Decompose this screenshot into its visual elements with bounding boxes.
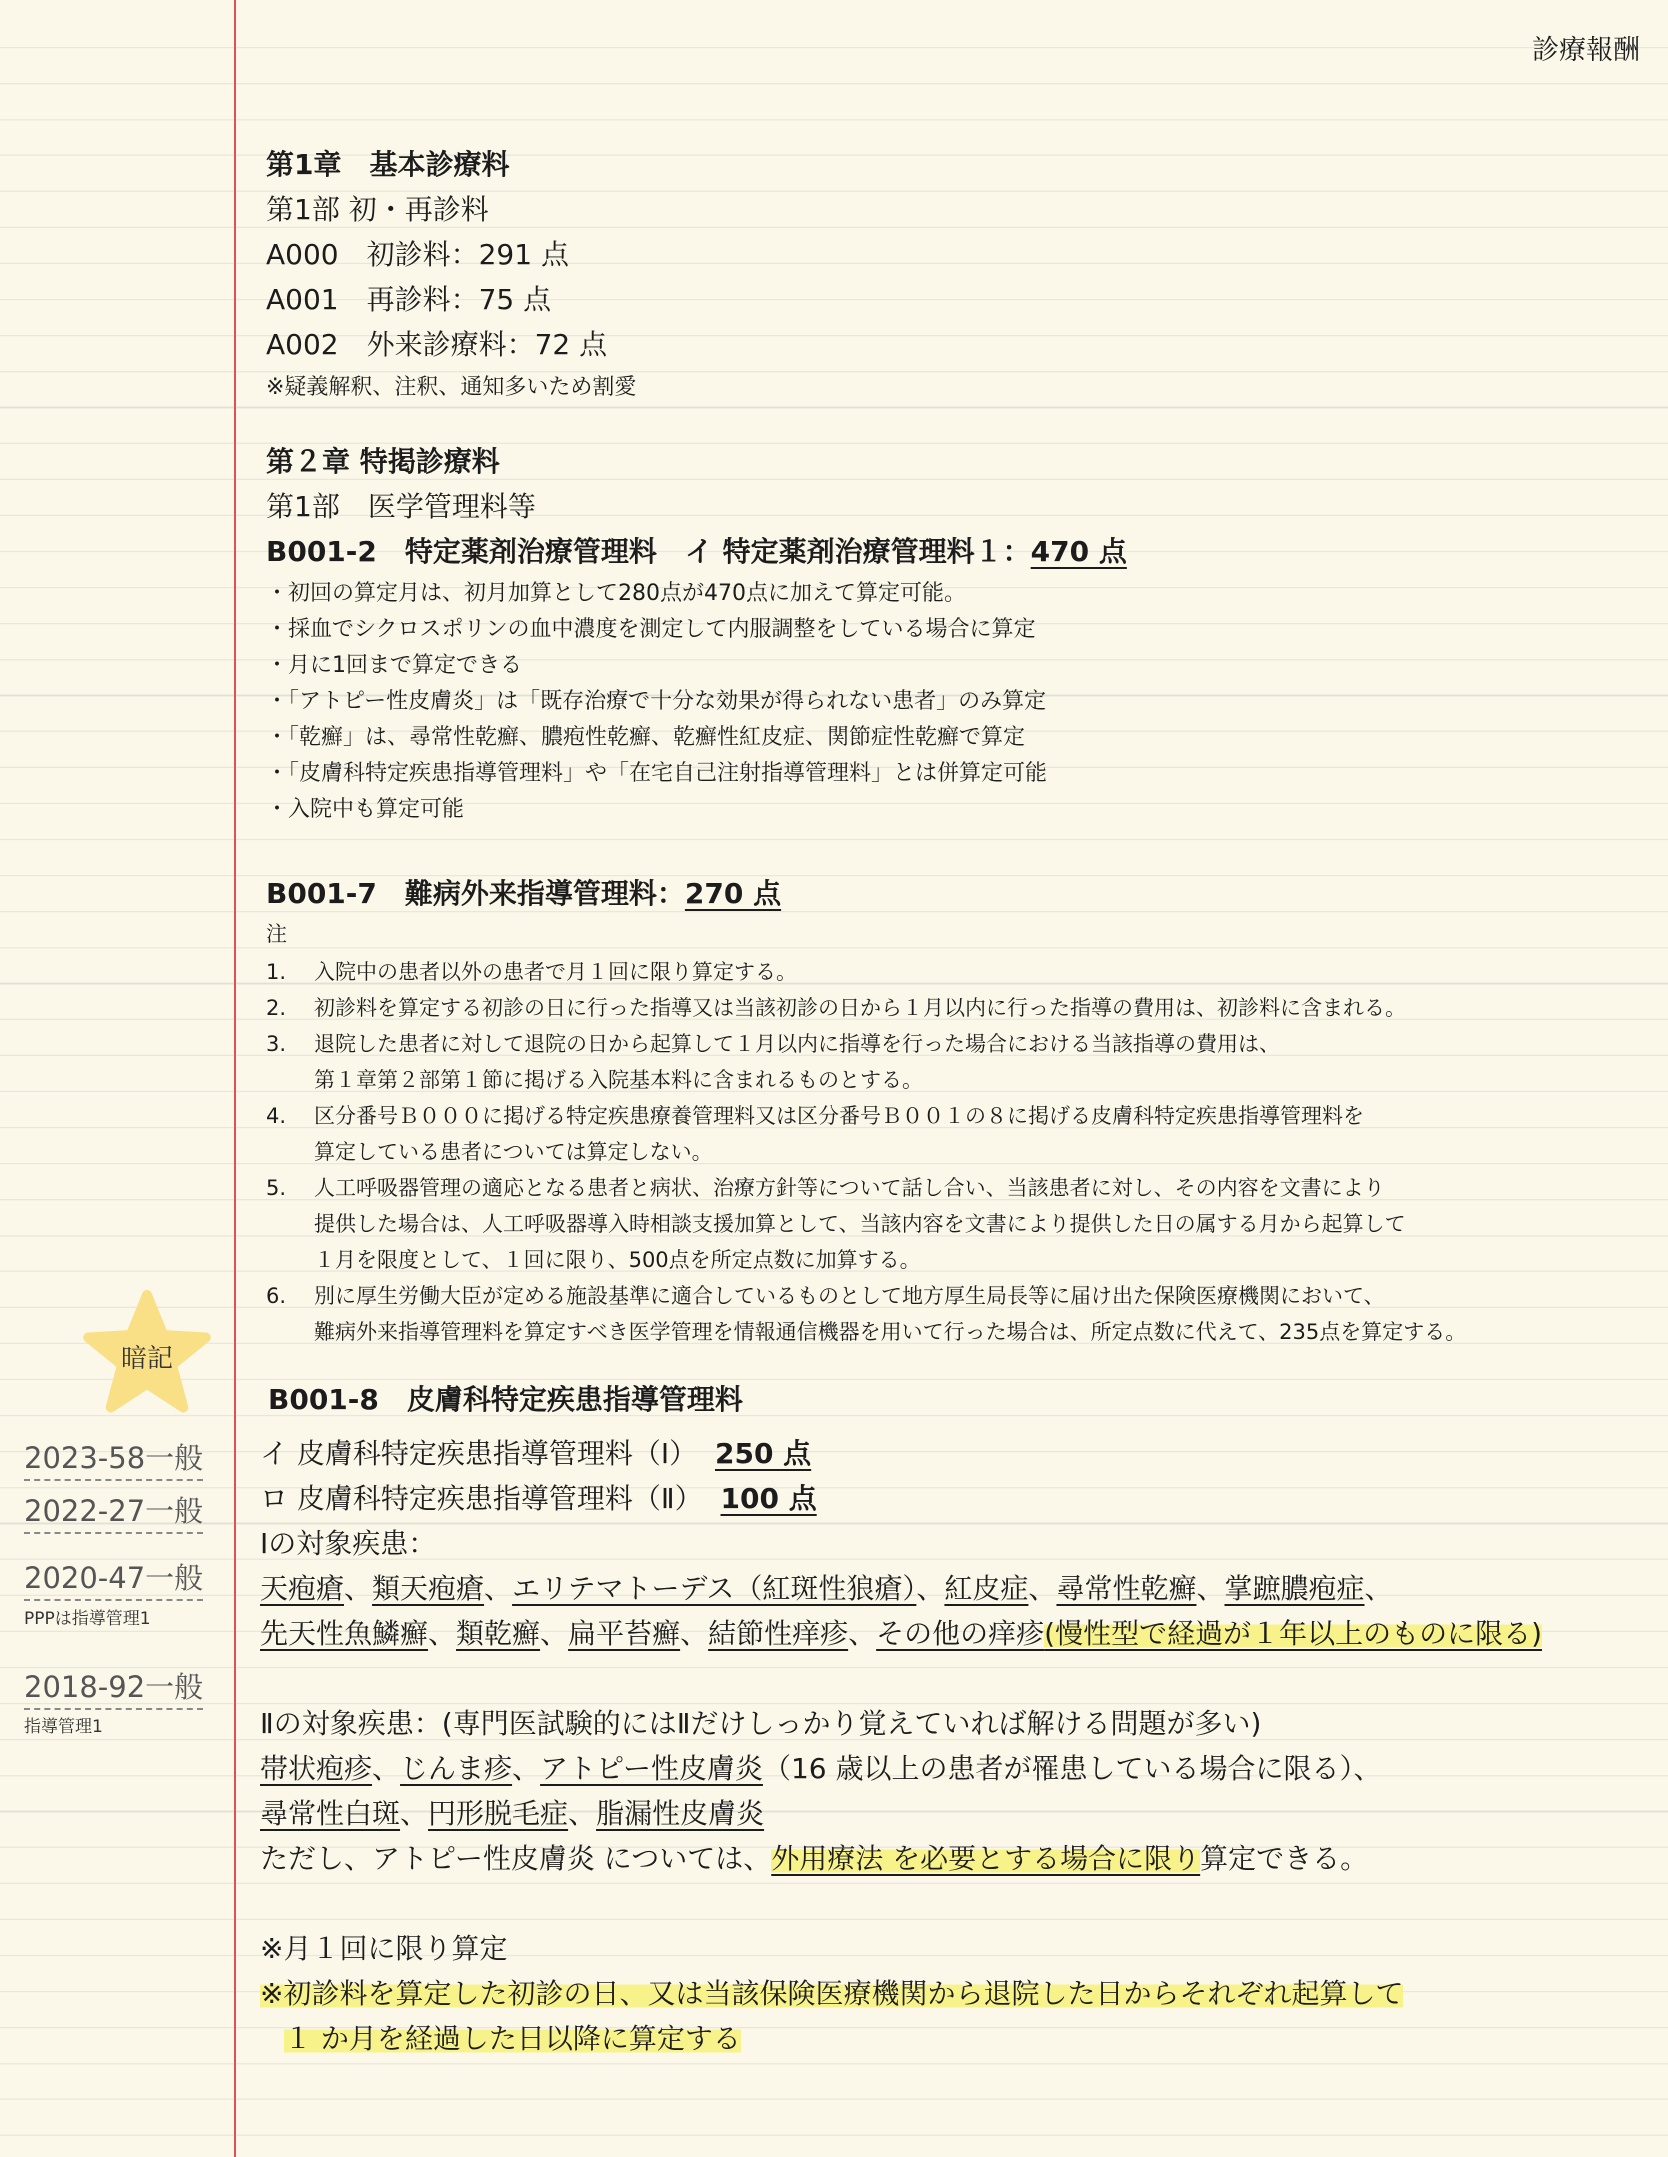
chapter1-note: ※疑義解釈、注釈、通知多いため割愛 — [266, 375, 637, 400]
list-item: ・「アトピー性皮膚炎」は「既存治療で十分な効果が得られない患者」のみ算定 — [266, 689, 1047, 714]
b001-7-note-label: 注 — [266, 922, 287, 946]
b001-7-points: 270 点 — [684, 877, 782, 910]
topical-therapy-highlight: 外用療法 を必要とする場合に限り — [771, 1842, 1201, 1875]
exam-note-2018: 指導管理1 — [24, 1717, 103, 1737]
target2-row1: 帯状疱疹、じんま疹、アトピー性皮膚炎（16 歳以上の患者が罹患している場合に限る）、 — [260, 1752, 1382, 1785]
list-item: 2. 初診料を算定する初診の日に行った指導又は当該初診の日から１月以内に行った指導の費用は、初診料に含まれる。 — [266, 996, 1406, 1020]
notebook-margin-line — [234, 0, 236, 2157]
chapter2-part: 第1部 医学管理料等 — [266, 490, 536, 523]
final-note-line2: １ か月を経過した日以降に算定する — [284, 2022, 741, 2055]
chapter1-part: 第1部 初・再診料 — [266, 193, 489, 226]
b001-2-bullets — [266, 576, 1047, 828]
b001-2-points: 470 点 — [1030, 535, 1127, 568]
b001-8-item-i: イ 皮膚科特定疾患指導管理料（Ⅰ） 250 点 — [260, 1437, 812, 1470]
b001-8-points-i: 250 点 — [714, 1437, 812, 1470]
list-item: ・月に1回まで算定できる — [266, 653, 522, 678]
target1-row1: 天疱瘡、類天疱瘡、エリテマトーデス（紅斑性狼瘡）、紅皮症、尋常性乾癬、掌蹠膿疱症、 — [260, 1572, 1393, 1605]
atopy-condition: ただし、アトピー性皮膚炎 については、外用療法 を必要とする場合に限り算定できる。 — [260, 1842, 1369, 1875]
b001-7-notes — [266, 954, 1466, 1350]
chapter1-title: 第1章 基本診療料 — [266, 148, 510, 181]
target2-label: Ⅱの対象疾患：(専門医試験的にはⅡだけしっかり覚えていれば解ける問題が多い) — [260, 1707, 1262, 1740]
fee-a000: A000 初診料：291 点 — [266, 238, 569, 271]
exam-ref-2020: 2020-47一般 — [24, 1556, 203, 1601]
list-item: ・「乾癬」は、尋常性乾癬、膿疱性乾癬、乾癬性紅皮症、関節症性乾癬で算定 — [266, 725, 1026, 750]
chapter2-title: 第２章 特掲診療料 — [266, 445, 500, 478]
b001-8-heading: B001-8 皮膚科特定疾患指導管理料 — [268, 1383, 743, 1416]
target2-row2: 尋常性白斑、円形脱毛症、脂漏性皮膚炎 — [260, 1797, 765, 1830]
exam-ref-2023: 2023-58一般 — [24, 1436, 203, 1481]
fee-a001: A001 再診料：75 点 — [266, 283, 552, 316]
b001-8-item-ro: ロ 皮膚科特定疾患指導管理料（Ⅱ） 100 点 — [260, 1482, 817, 1515]
list-item: 1. 入院中の患者以外の患者で月１回に限り算定する。 — [266, 960, 797, 984]
b001-8-points-ro: 100 点 — [720, 1482, 817, 1515]
chronic-highlight: (慢性型で経過が１年以上のものに限る) — [1044, 1617, 1542, 1650]
b001-7-heading: B001-7 難病外来指導管理料：270 点 — [266, 877, 782, 910]
list-item: 6. 別に厚生労働大臣が定める施設基準に適合しているものとして地方厚生局長等に届け出た保険医療機関において、 難病外来指導管理料を算定すべき医学管理を情報通信機器を用いて行った場合は、所定点数に代えて、235点を算定する。 — [266, 1284, 1467, 1344]
list-item: 3. 退院した患者に対して退院の日から起算して１月以内に指導を行った場合における当該指導の費用は、 第１章第２部第１節に掲げる入院基本料に含まれるものとする。 — [266, 1032, 1280, 1092]
page-label: 診療報酬 — [1532, 35, 1640, 66]
list-item: 4. 区分番号Ｂ０００に掲げる特定疾患療養管理料又は区分番号Ｂ００１の８に掲げる皮膚科特定疾患指導管理料を 算定している患者については算定しない。 — [266, 1104, 1364, 1164]
target1-row2: 先天性魚鱗癬、類乾癬、扁平苔癬、結節性痒疹、その他の痒疹(慢性型で経過が１年以上のものに限る) — [260, 1617, 1542, 1650]
list-item: 5. 人工呼吸器管理の適応となる患者と病状、治療方針等について話し合い、当該患者に対し、その内容を文書により 提供した場合は、人工呼吸器導入時相談支援加算として、当該内容を文書により提供した日の属する月から起算して １月を限度として、１回に限り、500点を所定点数に加算する。 — [266, 1176, 1406, 1272]
target1-label: Ⅰの対象疾患： — [260, 1527, 437, 1560]
b001-2-heading: B001-2 特定薬剤治療管理料 イ 特定薬剤治療管理料１：470 点 — [266, 535, 1127, 568]
exam-ref-2018: 2018-92一般 — [24, 1665, 203, 1710]
list-item: ・初回の算定月は、初月加算として280点が470点に加えて算定可能。 — [266, 581, 966, 606]
fee-a002: A002 外来診療料：72 点 — [266, 328, 608, 361]
list-item: ・入院中も算定可能 — [266, 797, 465, 822]
star-label: 暗記 — [120, 1344, 173, 1374]
list-item: ・「皮膚科特定疾患指導管理料」や「在宅自己注射指導管理料」とは併算定可能 — [266, 761, 1048, 786]
exam-ref-2022: 2022-27一般 — [24, 1489, 203, 1534]
list-item: ・採血でシクロスポリンの血中濃度を測定して内服調整をしている場合に算定 — [266, 617, 1036, 642]
final-note-line1: ※初診料を算定した初診の日、又は当該保険医療機関から退院した日からそれぞれ起算して — [260, 1977, 1404, 2010]
monthly-note: ※月１回に限り算定 — [260, 1932, 508, 1965]
exam-note-2020: PPPは指導管理1 — [24, 1609, 151, 1629]
